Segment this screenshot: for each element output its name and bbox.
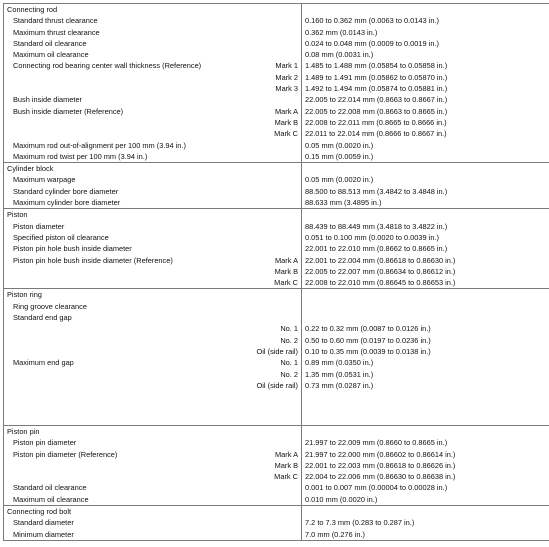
blank-value [302, 391, 549, 402]
spec-value: 22.011 to 22.014 mm (0.8666 to 0.8667 in.) [305, 129, 447, 139]
blank-label [4, 391, 230, 402]
blank-mark [229, 391, 302, 402]
spec-row [4, 83, 549, 94]
spec-mark [229, 27, 302, 38]
spec-label: Bush inside diameter [13, 95, 83, 105]
spec-mark [229, 243, 302, 254]
spec-label: Maximum rod twist per 100 mm (3.94 in.) [13, 151, 148, 161]
spec-value: 1.492 to 1.494 mm (0.05874 to 0.05881 in.) [305, 84, 448, 94]
spec-mark: Mark B [229, 117, 302, 128]
spec-value: 22.001 to 22.010 mm (0.8662 to 0.8665 in.) [305, 244, 448, 254]
spec-value: 22.005 to 22.008 mm (0.8663 to 0.8665 in.) [305, 106, 448, 116]
spec-label [4, 471, 230, 482]
spec-label: Maximum rod out-of-alignment per 100 mm (3.94 in.) [13, 140, 186, 150]
spec-value: 0.362 mm (0.0143 in.) [305, 27, 378, 37]
spec-value: 0.010 mm (0.0020 in.) [305, 494, 378, 504]
spec-value: 1.485 to 1.488 mm (0.05854 to 0.05858 in.) [305, 61, 448, 71]
spec-label: Piston diameter [13, 221, 65, 231]
spec-row [4, 140, 549, 151]
blank-value [302, 402, 549, 413]
spec-label: Standard cylinder bore diameter [13, 186, 119, 196]
spec-label: Standard diameter [13, 518, 74, 528]
section-title: Piston [4, 209, 230, 221]
spec-label [4, 72, 230, 83]
section-value-blank [302, 209, 549, 221]
spec-mark: Mark 3 [229, 83, 302, 94]
spec-row [4, 232, 549, 243]
spec-value: 22.001 to 22.004 mm (0.86618 to 0.86630 in.) [305, 255, 456, 265]
spec-mark [229, 151, 302, 163]
spec-row [4, 369, 549, 380]
spec-label: Maximum end gap [13, 358, 74, 368]
spec-row [4, 72, 549, 83]
spec-mark [229, 15, 302, 26]
section-value-blank [302, 425, 549, 437]
spec-label: Maximum oil clearance [13, 494, 89, 504]
spec-value: 21.997 to 22.000 mm (0.86602 to 0.86614 in.) [305, 449, 456, 459]
spec-value: 0.05 mm (0.0020 in.) [305, 175, 374, 185]
spec-row [4, 255, 549, 266]
spec-label: Maximum warpage [13, 175, 76, 185]
spec-row [4, 301, 549, 312]
spec-label: Maximum cylinder bore diameter [13, 198, 121, 208]
spec-label [4, 323, 230, 334]
spec-value: 0.08 mm (0.0031 in.) [305, 50, 374, 60]
spec-mark: Mark C [229, 128, 302, 139]
spec-row [4, 346, 549, 357]
spec-mark [229, 529, 302, 541]
spec-value: 22.004 to 22.006 mm (0.86630 to 0.86638 in.) [305, 472, 456, 482]
spec-label [4, 335, 230, 346]
spec-value: 0.024 to 0.048 mm (0.0009 to 0.0019 in.) [305, 38, 439, 48]
spec-row [4, 460, 549, 471]
spec-mark [229, 49, 302, 60]
section-mark-blank [229, 163, 302, 175]
section-value-blank [302, 506, 549, 518]
spec-row [4, 197, 549, 209]
spec-value: 88.500 to 88.513 mm (3.4842 to 3.4848 in.) [305, 186, 448, 196]
spec-value: 88.439 to 88.449 mm (3.4818 to 3.4822 in.) [305, 221, 448, 231]
spec-row [4, 449, 549, 460]
spec-value: 22.005 to 22.007 mm (0.86634 to 0.86612 in.) [305, 266, 456, 276]
section-title: Piston ring [4, 289, 230, 301]
spec-row [4, 494, 549, 506]
section-header [4, 425, 549, 437]
spec-label [4, 380, 230, 391]
spec-row [4, 27, 549, 38]
spec-row [4, 335, 549, 346]
spec-value: 22.008 to 22.010 mm (0.86645 to 0.86653 in.) [305, 278, 456, 288]
spec-row [4, 106, 549, 117]
spec-mark [229, 494, 302, 506]
section-header [4, 506, 549, 518]
spec-row [4, 312, 549, 323]
spec-value: 0.051 to 0.100 mm (0.0020 to 0.0039 in.) [305, 232, 439, 242]
spec-label [4, 369, 230, 380]
spec-value [302, 301, 549, 312]
blank-label [4, 402, 230, 413]
spec-row [4, 186, 549, 197]
spec-label: Maximum oil clearance [13, 50, 89, 60]
spec-label [4, 346, 230, 357]
spec-mark: No. 2 [229, 335, 302, 346]
spec-label: Minimum diameter [13, 529, 74, 539]
spec-value: 88.633 mm (3.4895 in.) [305, 198, 382, 208]
spec-label: Piston pin diameter [13, 438, 77, 448]
specification-body [4, 4, 549, 541]
spec-mark [229, 38, 302, 49]
spec-row [4, 277, 549, 289]
spec-label: Maximum thrust clearance [13, 27, 100, 37]
spec-label: Standard oil clearance [13, 483, 87, 493]
spec-label: Specified piston oil clearance [13, 232, 109, 242]
spec-mark [229, 232, 302, 243]
spec-value: 0.10 to 0.35 mm (0.0039 to 0.0138 in.) [305, 346, 431, 356]
section-mark-blank [229, 425, 302, 437]
spec-label [4, 277, 230, 289]
spec-value: 0.05 mm (0.0020 in.) [305, 140, 374, 150]
spec-row [4, 60, 549, 71]
spec-row [4, 517, 549, 528]
section-mark-blank [229, 506, 302, 518]
blank-row [4, 391, 549, 402]
spec-label: Standard end gap [13, 313, 72, 323]
section-header [4, 4, 549, 16]
spec-row [4, 15, 549, 26]
spec-mark: Mark A [229, 106, 302, 117]
section-header [4, 209, 549, 221]
spec-label [4, 128, 230, 139]
spec-value: 7.0 mm (0.276 in.) [305, 529, 365, 539]
specification-table [3, 3, 549, 541]
spec-mark: Mark C [229, 471, 302, 482]
spec-mark: Oil (side rail) [229, 380, 302, 391]
spec-value: 0.73 mm (0.0287 in.) [305, 380, 374, 390]
spec-value [302, 312, 549, 323]
spec-mark [229, 437, 302, 448]
blank-mark [229, 414, 302, 426]
spec-value: 21.997 to 22.009 mm (0.8660 to 0.8665 in.) [305, 438, 448, 448]
spec-value: 22.008 to 22.011 mm (0.8665 to 0.8666 in.) [305, 117, 447, 127]
spec-mark [229, 94, 302, 105]
section-value-blank [302, 289, 549, 301]
spec-mark [229, 140, 302, 151]
section-title: Cylinder block [4, 163, 230, 175]
spec-label [4, 83, 230, 94]
spec-value: 0.22 to 0.32 mm (0.0087 to 0.0126 in.) [305, 324, 431, 334]
spec-mark: Mark B [229, 460, 302, 471]
spec-mark [229, 174, 302, 185]
spec-mark [229, 197, 302, 209]
section-mark-blank [229, 209, 302, 221]
spec-label: Standard thrust clearance [13, 16, 98, 26]
spec-value: 0.001 to 0.007 mm (0.00004 to 0.00028 in.) [305, 483, 448, 493]
spec-row [4, 117, 549, 128]
section-title: Connecting rod bolt [4, 506, 230, 518]
spec-mark [229, 312, 302, 323]
spec-label: Standard oil clearance [13, 38, 87, 48]
spec-mark: No. 2 [229, 369, 302, 380]
section-header [4, 163, 549, 175]
spec-row [4, 38, 549, 49]
spec-mark [229, 301, 302, 312]
spec-value: 1.489 to 1.491 mm (0.05862 to 0.05870 in.) [305, 72, 448, 82]
spec-value: 1.35 mm (0.0531 in.) [305, 369, 374, 379]
section-title: Piston pin [4, 425, 230, 437]
spec-value: 22.005 to 22.014 mm (0.8663 to 0.8667 in.) [305, 95, 448, 105]
spec-row [4, 243, 549, 254]
spec-row [4, 529, 549, 541]
spec-row [4, 266, 549, 277]
section-mark-blank [229, 4, 302, 16]
blank-row [4, 402, 549, 413]
section-value-blank [302, 4, 549, 16]
spec-row [4, 471, 549, 482]
spec-row [4, 323, 549, 334]
spec-row [4, 128, 549, 139]
spec-row [4, 151, 549, 163]
spec-mark: Mark B [229, 266, 302, 277]
spec-value: 0.50 to 0.60 mm (0.0197 to 0.0236 in.) [305, 335, 431, 345]
spec-mark [229, 186, 302, 197]
spec-label [4, 117, 230, 128]
spec-mark [229, 517, 302, 528]
section-mark-blank [229, 289, 302, 301]
spec-mark: Mark C [229, 277, 302, 289]
spec-mark: No. 1 [229, 357, 302, 368]
spec-label: Ring groove clearance [13, 301, 87, 311]
section-title: Connecting rod [4, 4, 230, 16]
spec-row [4, 174, 549, 185]
spec-row [4, 94, 549, 105]
blank-label [4, 414, 230, 426]
spec-row [4, 437, 549, 448]
spec-value: 0.89 mm (0.0350 in.) [305, 358, 374, 368]
blank-row [4, 414, 549, 426]
section-header [4, 289, 549, 301]
spec-row [4, 49, 549, 60]
spec-label: Connecting rod bearing center wall thickness (Reference) [13, 61, 202, 71]
spec-mark [229, 482, 302, 493]
spec-mark [229, 221, 302, 232]
spec-value: 0.15 mm (0.0059 in.) [305, 151, 374, 161]
spec-label: Piston pin hole bush inside diameter (Reference) [13, 255, 173, 265]
spec-label [4, 266, 230, 277]
spec-label: Bush inside diameter (Reference) [13, 106, 124, 116]
spec-mark: Mark 2 [229, 72, 302, 83]
blank-mark [229, 402, 302, 413]
spec-row [4, 221, 549, 232]
spec-label: Piston pin hole bush inside diameter [13, 244, 132, 254]
spec-label: Piston pin diameter (Reference) [13, 449, 118, 459]
spec-label [4, 460, 230, 471]
spec-mark: Mark A [229, 255, 302, 266]
spec-row [4, 380, 549, 391]
spec-value: 7.2 to 7.3 mm (0.283 to 0.287 in.) [305, 518, 415, 528]
spec-mark: Oil (side rail) [229, 346, 302, 357]
spec-mark: Mark 1 [229, 60, 302, 71]
spec-mark: Mark A [229, 449, 302, 460]
blank-value [302, 414, 549, 426]
spec-value: 0.160 to 0.362 mm (0.0063 to 0.0143 in.) [305, 16, 439, 26]
spec-row [4, 357, 549, 368]
spec-mark: No. 1 [229, 323, 302, 334]
spec-row [4, 482, 549, 493]
section-value-blank [302, 163, 549, 175]
spec-value: 22.001 to 22.003 mm (0.86618 to 0.86626 in.) [305, 460, 456, 470]
